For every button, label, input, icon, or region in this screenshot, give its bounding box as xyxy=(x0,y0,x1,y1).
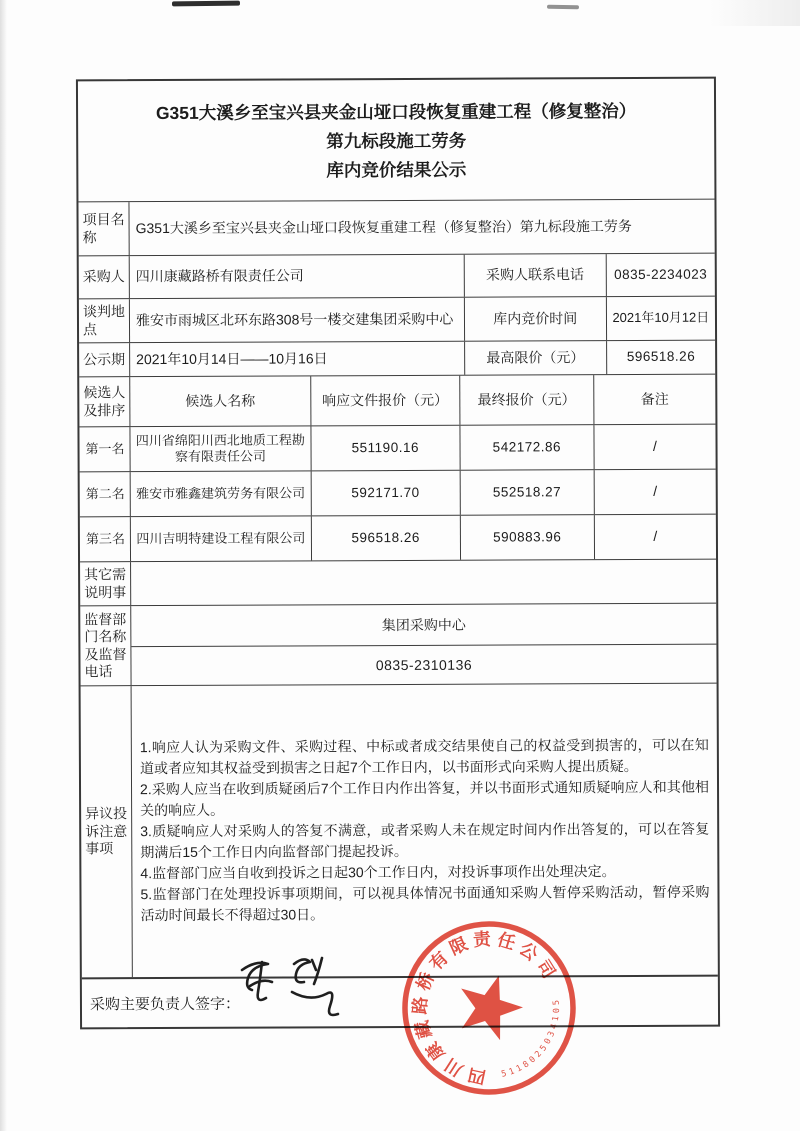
max-price-label: 最高限价（元） xyxy=(464,341,606,375)
candidate-name: 四川省绵阳川西北地质工程勘察有限责任公司 xyxy=(129,426,310,471)
purchaser-phone-value: 0835-2234023 xyxy=(605,254,714,296)
candidate-row-2 xyxy=(80,469,716,517)
document-title xyxy=(78,79,715,202)
row-other-notes xyxy=(80,559,716,606)
candidates-docprice-header: 响应文件报价（元） xyxy=(310,376,459,426)
candidates-remark-header: 备注 xyxy=(593,375,715,425)
negotiation-place-label: 谈判地点 xyxy=(82,303,125,337)
purchaser-phone-label: 采购人联系电话 xyxy=(463,254,605,297)
candidate-doc-price: 551190.16 xyxy=(310,426,459,471)
other-notes-label: 其它需说明事 xyxy=(84,566,127,600)
candidate-remark: / xyxy=(593,470,715,515)
project-name-label: 项目名称 xyxy=(82,211,125,245)
row-purchaser xyxy=(79,253,715,299)
candidate-rank: 第二名 xyxy=(85,486,125,502)
row-supervision xyxy=(80,603,716,686)
supervision-label: 监督部门名称及监督电话 xyxy=(84,610,127,680)
bid-time-value: 2021年10月12日 xyxy=(606,297,715,340)
title-line-1: G351大溪乡至宝兴县夹金山垭口段恢复重建工程（修复整治） xyxy=(155,100,637,123)
supervision-values xyxy=(130,604,716,686)
title-line-3: 库内竞价结果公示 xyxy=(326,159,467,180)
scan-smudge xyxy=(172,1,240,7)
candidate-final-price: 590883.96 xyxy=(460,515,594,560)
project-name-value: G351大溪乡至宝兴县夹金山垭口段恢复重建工程（修复整治）第九标段施工劳务 xyxy=(128,200,714,256)
candidate-rank: 第一名 xyxy=(85,441,125,457)
signature-label: 采购主要负责人签字： xyxy=(89,995,241,1013)
supervision-dept-name: 集团采购中心 xyxy=(381,616,466,633)
supervision-phone: 0835-2310136 xyxy=(131,643,716,685)
candidate-name: 雅安市雅鑫建筑劳务有限公司 xyxy=(130,471,311,516)
candidate-final-price: 542172.86 xyxy=(459,425,593,470)
seal-serial-number: 5118025034105 xyxy=(500,996,563,1080)
objection-item-5: 5.监督部门在处理投诉事项期间，可以视具体情况书面通知采购人暂停采购活动，暂停采购活动时间最长不得超过30日。 xyxy=(140,883,710,924)
candidate-row-1 xyxy=(79,424,715,472)
seal-star-icon xyxy=(443,962,530,1050)
company-seal xyxy=(396,915,582,1101)
candidates-header-row xyxy=(79,374,715,427)
candidate-doc-price: 592171.70 xyxy=(310,471,459,516)
scan-shadow xyxy=(710,0,800,26)
negotiation-place-value: 雅安市雨城区北环东路308号一楼交建集团采购中心 xyxy=(129,298,464,342)
title-line-2: 第九标段施工劳务 xyxy=(326,130,467,151)
objection-item-2: 2.采购人应当在收到质疑函后7个工作日内作出答复，并以书面形式通知质疑响应人和其他相关的响应人。 xyxy=(139,778,710,819)
objection-item-4: 4.监督部门应当自收到投诉之日起30个工作日内，对投诉事项作出处理决定。 xyxy=(140,863,616,882)
candidate-remark: / xyxy=(593,425,715,470)
max-price-value: 596518.26 xyxy=(606,341,715,374)
row-project-name xyxy=(78,199,714,256)
candidates-rank-header: 候选人及排序 xyxy=(83,384,126,418)
candidates-name-header: 候选人名称 xyxy=(129,376,310,426)
candidate-rank: 第三名 xyxy=(85,531,125,547)
row-negotiation xyxy=(79,296,715,343)
objection-item-1: 1.响应人认为采购文件、采购过程、中标或者成交结果使自己的权益受到损害的，可以在知道或者应知其权益受到损害之日起7个工作日内，以书面形式向采购人提出质疑。 xyxy=(139,736,709,777)
row-publicity xyxy=(79,340,715,377)
publicity-period-value: 2021年10月14日——10月16日 xyxy=(129,342,464,376)
handwritten-signature xyxy=(228,952,378,1032)
candidate-final-price: 552518.27 xyxy=(459,470,593,515)
objection-item-3: 3.质疑响应人对采购人的答复不满意，或者采购人未在规定时间内作出答复的，可以在答复期满后15个工作日内向监督部门提起投诉。 xyxy=(140,820,710,861)
scan-edge-artifact xyxy=(0,0,7,1131)
seal-company-name: 四川康藏路桥有限责任公司 xyxy=(409,928,562,1088)
candidates-finalprice-header: 最终报价（元） xyxy=(459,375,593,425)
announcement-table xyxy=(76,77,720,1030)
scan-smudge xyxy=(547,5,579,9)
purchaser-label: 采购人 xyxy=(82,268,125,285)
other-notes-value xyxy=(130,560,716,606)
candidate-remark: / xyxy=(594,515,716,560)
candidate-name: 四川吉明特建设工程有限公司 xyxy=(130,516,311,561)
purchaser-value: 四川康藏路桥有限责任公司 xyxy=(129,255,464,298)
objection-label: 异议投诉注意事项 xyxy=(85,805,128,857)
publicity-period-label: 公示期 xyxy=(83,350,126,368)
candidate-doc-price: 596518.26 xyxy=(311,516,460,561)
bid-time-label: 库内竞价时间 xyxy=(464,297,606,341)
candidate-row-3 xyxy=(80,514,716,562)
